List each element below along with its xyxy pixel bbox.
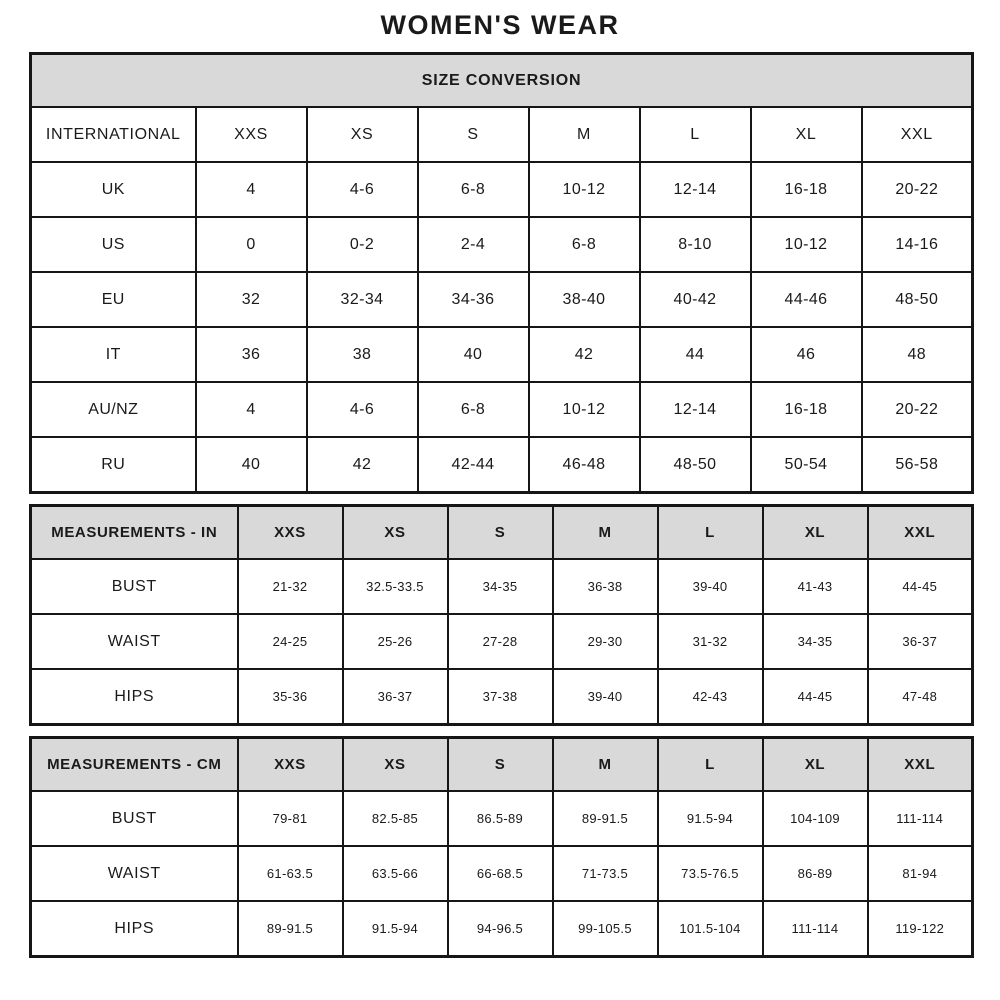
table-cell: 6-8 <box>418 382 529 437</box>
table-cell: 20-22 <box>862 162 973 217</box>
column-header-l: L <box>640 107 751 162</box>
table-cell: 47-48 <box>868 669 973 725</box>
table-cell: 12-14 <box>640 162 751 217</box>
table-cell: 48-50 <box>862 272 973 327</box>
table-row-hips-cm <box>31 901 973 957</box>
table-row-waist-in <box>31 614 973 669</box>
table-row-us <box>31 217 973 272</box>
column-header-s: S <box>418 107 529 162</box>
table-cell: 32 <box>196 272 307 327</box>
table-cell: 104-109 <box>763 791 868 846</box>
table-row-ru <box>31 437 973 493</box>
column-header-m: M <box>553 506 658 560</box>
row-label: BUST <box>31 559 238 614</box>
table-cell: 36-37 <box>868 614 973 669</box>
table-cell: 31-32 <box>658 614 763 669</box>
table-cell: 38 <box>307 327 418 382</box>
column-header-xl: XL <box>763 506 868 560</box>
table-cell: 12-14 <box>640 382 751 437</box>
table-cell: 44-45 <box>763 669 868 725</box>
column-header-xxl: XXL <box>862 107 973 162</box>
table-cell: 86-89 <box>763 846 868 901</box>
row-label: IT <box>31 327 196 382</box>
measurements-in-title: MEASUREMENTS - IN <box>31 506 238 560</box>
table-cell: 32-34 <box>307 272 418 327</box>
column-header-xs: XS <box>343 506 448 560</box>
table-cell: 42-43 <box>658 669 763 725</box>
table-cell: 42 <box>307 437 418 493</box>
table-cell: 35-36 <box>238 669 343 725</box>
table-row-uk <box>31 162 973 217</box>
column-header-l: L <box>658 738 763 792</box>
table-row-it <box>31 327 973 382</box>
column-header-s: S <box>448 738 553 792</box>
column-header-xl: XL <box>751 107 862 162</box>
table-cell: 73.5-76.5 <box>658 846 763 901</box>
row-label: HIPS <box>31 901 238 957</box>
table-cell: 2-4 <box>418 217 529 272</box>
table-row-hips-in <box>31 669 973 725</box>
table-cell: 66-68.5 <box>448 846 553 901</box>
table-cell: 40-42 <box>640 272 751 327</box>
column-header-m: M <box>553 738 658 792</box>
column-header-s: S <box>448 506 553 560</box>
column-header-m: M <box>529 107 640 162</box>
row-label: AU/NZ <box>31 382 196 437</box>
table-cell: 34-35 <box>448 559 553 614</box>
table-cell: 39-40 <box>658 559 763 614</box>
column-header-xxs: XXS <box>196 107 307 162</box>
table-cell: 63.5-66 <box>343 846 448 901</box>
table-cell: 24-25 <box>238 614 343 669</box>
table-cell: 46 <box>751 327 862 382</box>
size-conversion-table <box>29 52 974 494</box>
column-header-xs: XS <box>343 738 448 792</box>
table-cell: 91.5-94 <box>658 791 763 846</box>
table-cell: 81-94 <box>868 846 973 901</box>
table-cell: 6-8 <box>529 217 640 272</box>
table-row-eu <box>31 272 973 327</box>
measurements-cm-table <box>29 736 974 958</box>
table-cell: 27-28 <box>448 614 553 669</box>
column-header-xs: XS <box>307 107 418 162</box>
column-header-xxs: XXS <box>238 506 343 560</box>
table-cell: 36-37 <box>343 669 448 725</box>
table-cell: 40 <box>196 437 307 493</box>
table-cell: 48 <box>862 327 973 382</box>
column-header-xl: XL <box>763 738 868 792</box>
table-cell: 44 <box>640 327 751 382</box>
table-cell: 46-48 <box>529 437 640 493</box>
table-row-aunz <box>31 382 973 437</box>
table-cell: 16-18 <box>751 382 862 437</box>
table-cell: 42 <box>529 327 640 382</box>
measurements-in-header-row <box>31 506 973 560</box>
table-cell: 36-38 <box>553 559 658 614</box>
size-conversion-header-row <box>31 54 973 108</box>
table-cell: 44-46 <box>751 272 862 327</box>
table-cell: 10-12 <box>529 162 640 217</box>
row-label: US <box>31 217 196 272</box>
table-cell: 21-32 <box>238 559 343 614</box>
table-row-bust-in <box>31 559 973 614</box>
table-cell: 91.5-94 <box>343 901 448 957</box>
row-label: WAIST <box>31 614 238 669</box>
column-header-international: INTERNATIONAL <box>31 107 196 162</box>
table-cell: 4 <box>196 162 307 217</box>
table-cell: 34-35 <box>763 614 868 669</box>
table-cell: 34-36 <box>418 272 529 327</box>
table-cell: 4-6 <box>307 382 418 437</box>
table-cell: 44-45 <box>868 559 973 614</box>
table-cell: 37-38 <box>448 669 553 725</box>
table-cell: 50-54 <box>751 437 862 493</box>
table-cell: 0-2 <box>307 217 418 272</box>
column-header-xxs: XXS <box>238 738 343 792</box>
table-cell: 48-50 <box>640 437 751 493</box>
table-cell: 8-10 <box>640 217 751 272</box>
table-cell: 89-91.5 <box>238 901 343 957</box>
table-cell: 56-58 <box>862 437 973 493</box>
table-cell: 29-30 <box>553 614 658 669</box>
table-cell: 4 <box>196 382 307 437</box>
row-label: RU <box>31 437 196 493</box>
table-cell: 89-91.5 <box>553 791 658 846</box>
table-cell: 79-81 <box>238 791 343 846</box>
table-cell: 10-12 <box>751 217 862 272</box>
row-label: BUST <box>31 791 238 846</box>
column-header-xxl: XXL <box>868 738 973 792</box>
table-cell: 119-122 <box>868 901 973 957</box>
table-cell: 0 <box>196 217 307 272</box>
table-cell: 36 <box>196 327 307 382</box>
table-row-bust-cm <box>31 791 973 846</box>
page-title: WOMEN'S WEAR <box>380 10 620 40</box>
table-cell: 10-12 <box>529 382 640 437</box>
table-cell: 42-44 <box>418 437 529 493</box>
table-cell: 20-22 <box>862 382 973 437</box>
row-label: EU <box>31 272 196 327</box>
size-conversion-title: SIZE CONVERSION <box>31 54 973 108</box>
table-cell: 4-6 <box>307 162 418 217</box>
table-cell: 82.5-85 <box>343 791 448 846</box>
table-cell: 111-114 <box>763 901 868 957</box>
table-cell: 38-40 <box>529 272 640 327</box>
table-cell: 39-40 <box>553 669 658 725</box>
table-row-waist-cm <box>31 846 973 901</box>
column-header-xxl: XXL <box>868 506 973 560</box>
page <box>29 0 971 958</box>
column-header-l: L <box>658 506 763 560</box>
table-cell: 101.5-104 <box>658 901 763 957</box>
table-cell: 86.5-89 <box>448 791 553 846</box>
row-label: HIPS <box>31 669 238 725</box>
table-cell: 14-16 <box>862 217 973 272</box>
size-conversion-columns-row <box>31 107 973 162</box>
table-cell: 25-26 <box>343 614 448 669</box>
row-label: UK <box>31 162 196 217</box>
measurements-in-table <box>29 504 974 726</box>
table-cell: 71-73.5 <box>553 846 658 901</box>
table-cell: 111-114 <box>868 791 973 846</box>
table-cell: 94-96.5 <box>448 901 553 957</box>
row-label: WAIST <box>31 846 238 901</box>
measurements-cm-title: MEASUREMENTS - CM <box>31 738 238 792</box>
table-cell: 40 <box>418 327 529 382</box>
table-cell: 16-18 <box>751 162 862 217</box>
table-cell: 32.5-33.5 <box>343 559 448 614</box>
table-cell: 99-105.5 <box>553 901 658 957</box>
table-cell: 6-8 <box>418 162 529 217</box>
table-cell: 41-43 <box>763 559 868 614</box>
table-cell: 61-63.5 <box>238 846 343 901</box>
measurements-cm-header-row <box>31 738 973 792</box>
